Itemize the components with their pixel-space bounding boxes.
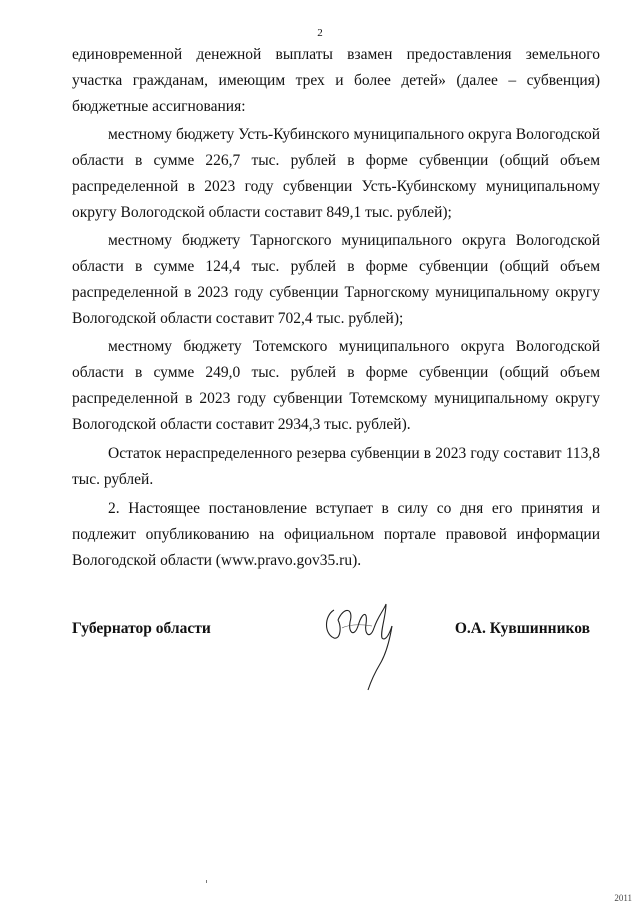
paragraph-intro: единовременной денежной выплаты взамен предоставления земельного участка гражданам, имеющим трех и более детей» (далее – субвенция) бюджетные ассигнования: [72, 46, 600, 115]
handwritten-signature [320, 598, 410, 692]
paragraph-tarnogsky: местному бюджету Тарногского муниципального округа Вологодской области в сумме 124,4 тыс. рублей в форме субвенции (общий объем распределенной в 2023 году субвенции Тарногскому муниципальному округу Вологодской области составит 702,4 тыс. рублей); [72, 232, 600, 327]
scan-artifact [206, 880, 207, 883]
signatory-title: Губернатор области [72, 620, 211, 637]
paragraph-totemsky: местному бюджету Тотемского муниципального округа Вологодской области в сумме 249,0 тыс. рублей в форме субвенции (общий объем распределенной в 2023 году субвенции Тотемскому муниципальному округу Вологодской области составит 2934,3 тыс. рублей). [72, 338, 600, 433]
page-number: 2 [317, 27, 323, 39]
paragraph-ust-kubinsky: местному бюджету Усть-Кубинского муниципального округа Вологодской области в сумме 226,7 тыс. рублей в форме субвенции (общий объем распределенной в 2023 году субвенции Усть-Кубинскому муниципальному округу Вологодской области составит 849,1 тыс. рублей); [72, 126, 600, 221]
paragraph-entry-into-force: 2. Настоящее постановление вступает в силу со дня его принятия и подлежит опубликованию на официальном портале правовой информации Вологодской области (www.pravo.gov35.ru). [72, 500, 600, 569]
document-code: 2011 [614, 893, 632, 903]
signatory-name: О.А. Кувшинников [454, 620, 590, 637]
paragraph-remaining-reserve: Остаток нераспределенного резерва субвенции в 2023 году составит 113,8 тыс. рублей. [72, 445, 600, 488]
document-body [72, 42, 600, 574]
